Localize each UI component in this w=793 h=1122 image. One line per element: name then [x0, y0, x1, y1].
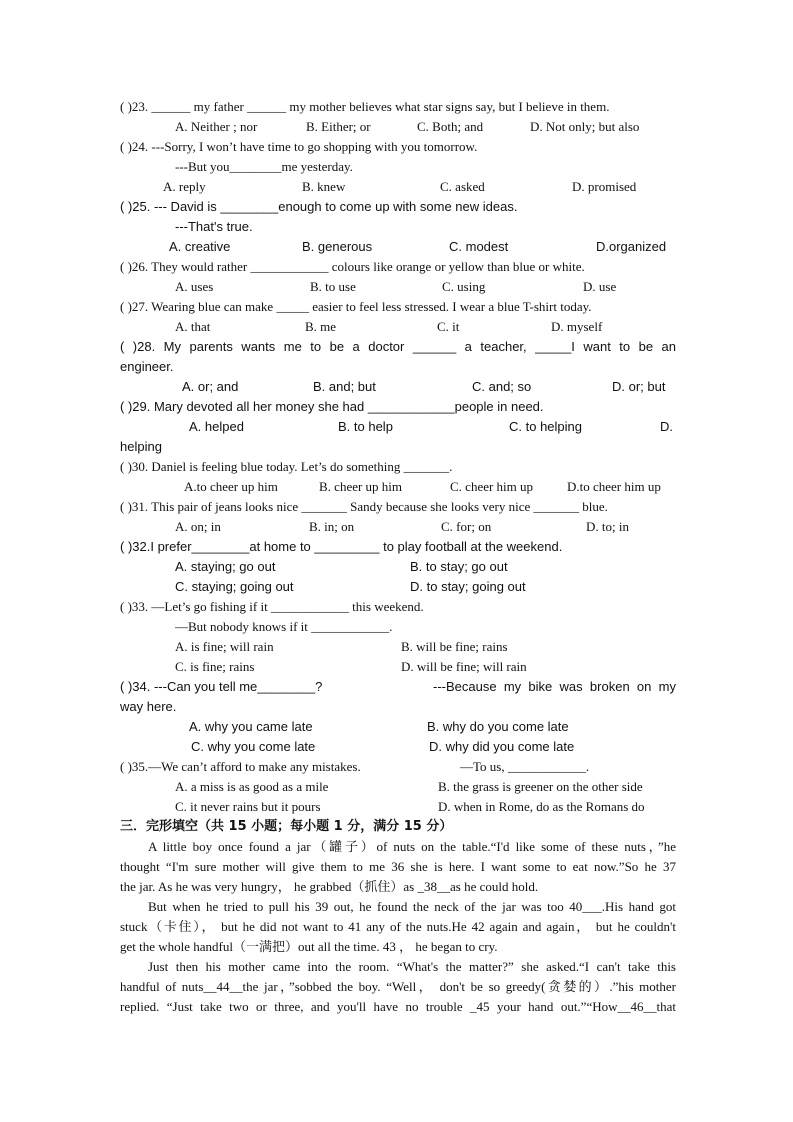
question-26: ( )26. They would rather ____________ colours like orange or yellow than blue or white.: [120, 259, 585, 274]
option-b: B. in; on: [309, 519, 355, 534]
question-28-continued: engineer.: [120, 359, 174, 374]
section-heading: 三．完形填空（共 15 小题；每小题 1 分，满分 15 分）: [120, 819, 453, 834]
option-b: B. generous: [302, 239, 373, 254]
passage-line: get the whole handful（一满把）out all the time. 43 ， he began to cry.: [120, 939, 498, 954]
option-b: B. cheer up him: [319, 479, 403, 494]
passage-line: the jar. As he was very hungry， he grabbed（抓住）as _38__as he could hold.: [120, 879, 539, 894]
option-d-continued: helping: [120, 439, 162, 454]
option-b: B. me: [305, 319, 337, 334]
option-d: D. will be fine; will rain: [401, 659, 527, 674]
option-a: A. that: [175, 319, 211, 334]
option-d: D. or; but: [612, 379, 666, 394]
option-d: D. use: [583, 279, 617, 294]
question-33-reply: —But nobody knows if it ____________.: [175, 619, 393, 634]
option-b: B. knew: [302, 179, 346, 194]
option-a: A. why you came late: [189, 719, 313, 734]
option-d: D. promised: [572, 179, 637, 194]
option-b: B. will be fine; rains: [401, 639, 508, 654]
option-c: C. staying; going out: [175, 579, 294, 594]
passage-line: thought “I'm sure mother will give them to me 36 she is here. I want some to eat now.”So he 37: [120, 859, 676, 874]
question-27: ( )27. Wearing blue can make _____ easier to feel less stressed. I wear a blue T-shirt today.: [120, 299, 592, 314]
option-d: D.: [660, 419, 673, 434]
option-c: C. cheer him up: [450, 479, 534, 494]
option-b: B. to help: [338, 419, 393, 434]
option-a: A. uses: [175, 279, 214, 294]
option-c: C. is fine; rains: [175, 659, 255, 674]
option-b: B. Either; or: [306, 119, 371, 134]
passage-line: replied. “Just take two or three, and you'll have no trouble _45 your hand out.”“How__46__that: [120, 999, 676, 1014]
question-34-continued: way here.: [120, 699, 177, 714]
passage-line: stuck（卡住）， but he did not want to 41 any of the nuts.He 42 again and again， but he couldn't: [120, 919, 676, 934]
option-c: C. for; on: [441, 519, 492, 534]
option-c: C. Both; and: [417, 119, 484, 134]
question-24-reply: ---But you________me yesterday.: [175, 159, 353, 174]
option-d: D. Not only; but also: [530, 119, 640, 134]
option-b: B. to use: [310, 279, 356, 294]
option-d: D. when in Rome, do as the Romans do: [438, 799, 645, 814]
question-23: ( )23. ______ my father ______ my mother believes what star signs say, but I believe in them.: [120, 99, 610, 114]
question-33: ( )33. —Let’s go fishing if it ____________ this weekend.: [120, 599, 424, 614]
question-25-reply: ---That's true.: [175, 219, 253, 234]
question-24: ( )24. ---Sorry, I won’t have time to go shopping with you tomorrow.: [120, 139, 478, 154]
option-a: A. Neither ; nor: [175, 119, 258, 134]
option-c: C. and; so: [472, 379, 532, 394]
option-a: A. creative: [169, 239, 231, 254]
question-34: ( )34. ---Can you tell me________?: [120, 679, 323, 694]
option-d: D. to stay; going out: [410, 579, 526, 594]
option-c: C. it: [437, 319, 460, 334]
option-d: D. why did you come late: [429, 739, 575, 754]
option-d: D. to; in: [586, 519, 629, 534]
option-c: C. it never rains but it pours: [175, 799, 321, 814]
question-29: ( )29. Mary devoted all her money she had ____________people in need.: [120, 399, 544, 414]
question-25: ( )25. --- David is ________enough to come up with some new ideas.: [120, 199, 518, 214]
passage-line: A little boy once found a jar（罐子）of nuts on the table.“I'd like some of these nuts，”he: [148, 839, 676, 854]
option-a: A.to cheer up him: [184, 479, 278, 494]
option-b: B. and; but: [313, 379, 376, 394]
option-c: C. asked: [440, 179, 485, 194]
option-d: D.to cheer him up: [567, 479, 661, 494]
option-a: A. a miss is as good as a mile: [175, 779, 329, 794]
option-a: A. reply: [163, 179, 206, 194]
question-30: ( )30. Daniel is feeling blue today. Let’s do something _______.: [120, 459, 453, 474]
option-d: D.organized: [596, 239, 667, 254]
option-c: C. using: [442, 279, 486, 294]
option-a: A. on; in: [175, 519, 221, 534]
option-b: B. the grass is greener on the other side: [438, 779, 643, 794]
option-d: D. myself: [551, 319, 603, 334]
option-b: B. why do you come late: [427, 719, 569, 734]
question-35: ( )35.—We can’t afford to make any mistakes.: [120, 759, 361, 774]
question-35-reply: —To us, ____________.: [460, 759, 590, 774]
question-34-reply: ---Because my bike was broken on my: [433, 679, 676, 694]
option-a: A. helped: [189, 419, 244, 434]
question-32: ( )32.I prefer________at home to _________ to play football at the weekend.: [120, 539, 563, 554]
option-a: A. is fine; will rain: [175, 639, 274, 654]
passage-line: But when he tried to pull his 39 out, he found the neck of the jar was too 40___.His hand got: [148, 899, 676, 914]
option-a: A. staying; go out: [175, 559, 276, 574]
passage-line: handful of nuts__44__the jar，”sobbed the boy. “Well， don't be so greedy(贪婪的）.”his mother: [120, 979, 676, 994]
option-c: C. to helping: [509, 419, 582, 434]
question-31: ( )31. This pair of jeans looks nice _______ Sandy because she looks very nice _______ blue.: [120, 499, 608, 514]
question-28: ( )28. My parents wants me to be a doctor ______ a teacher, _____I want to be an: [120, 339, 676, 354]
passage-line: Just then his mother came into the room. “What's the matter?” she asked.“I can't take this: [148, 959, 676, 974]
option-c: C. why you come late: [191, 739, 316, 754]
option-a: A. or; and: [182, 379, 239, 394]
option-b: B. to stay; go out: [410, 559, 508, 574]
option-c: C. modest: [449, 239, 509, 254]
